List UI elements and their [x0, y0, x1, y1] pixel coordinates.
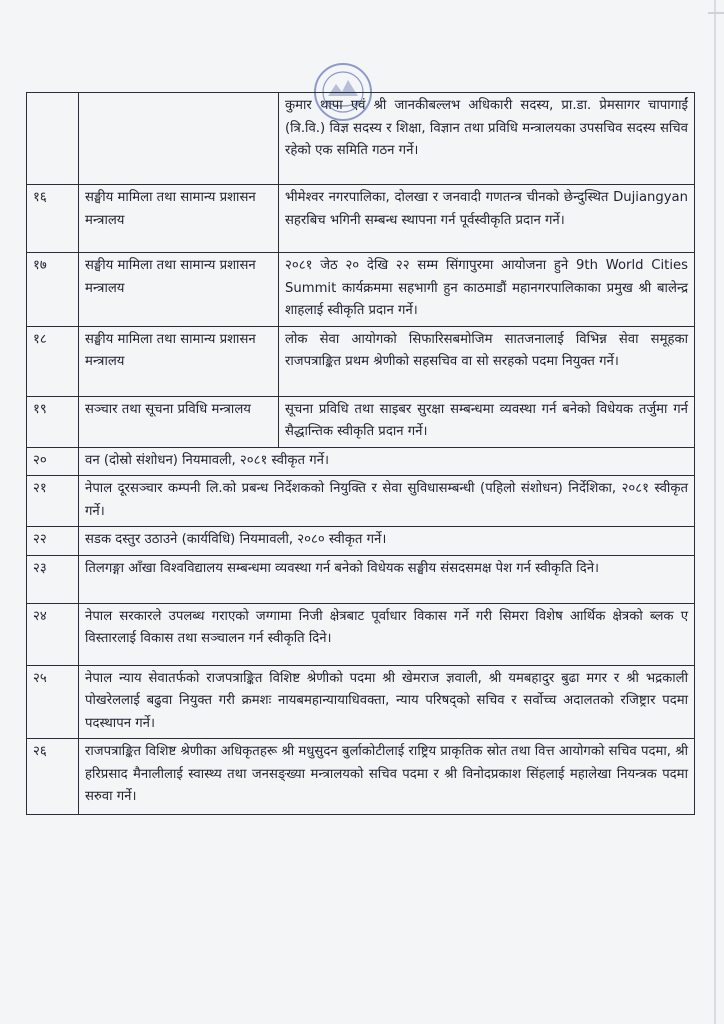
decision-text: नेपाल न्याय सेवातर्फको राजपत्राङ्कित विशिष्ट श्रेणीको पदमा श्री खेमराज ज्ञवाली, श्री यमबहादुर बुढा मगर र श्री भद्रकाली पोखरेललाई बढुवा नियुक्त गरी क्रमशः नायबमहान्यायाधिवक्ता, न्याय परिषद्को सचिव र सर्वोच्च अदालतको रजिष्ट्रार पदमा पदस्थापन गर्ने।	[79, 665, 695, 739]
table-row	[27, 253, 695, 327]
ministry-name: सङ्घीय मामिला तथा सामान्य प्रशासन मन्त्रालय	[79, 253, 279, 327]
table-row	[27, 326, 695, 396]
row-number: २४	[27, 603, 79, 665]
table-row	[27, 665, 695, 739]
table-row	[27, 555, 695, 603]
decision-text: २०८१ जेठ २० देखि २२ सम्म सिंगापुरमा आयोजना हुने 9th World Cities Summit कार्यक्रममा सहभागी हुन काठमाडौं महानगरपालिकाका प्रमुख श्री बालेन्द्र शाहलाई स्वीकृति प्रदान गर्ने।	[279, 253, 695, 327]
row-number: २१	[27, 476, 79, 527]
table-row	[27, 396, 695, 447]
table-row	[27, 527, 695, 556]
decision-text: राजपत्राङ्कित विशिष्ट श्रेणीका अधिकृतहरू श्री मधुसुदन बुर्लाकोटीलाई राष्ट्रिय प्राकृतिक स्रोत तथा वित्त आयोगको सचिव पदमा, श्री हरिप्रसाद मैनालीलाई स्वास्थ्य तथा जनसङ्ख्या मन्त्रालयको सचिव पदमा र श्री विनोदप्रकाश सिंहलाई महालेखा नियन्त्रक पदमा सरुवा गर्ने।	[79, 739, 695, 815]
decision-text: भीमेश्वर नगरपालिका, दोलखा र जनवादी गणतन्त्र चीनको छेन्दुस्थित Dujiangyan सहरबिच भगिनी सम्बन्ध स्थापना गर्न पूर्वस्वीकृति प्रदान गर्ने।	[279, 185, 695, 253]
decision-text: नेपाल दूरसञ्चार कम्पनी लि.को प्रबन्ध निर्देशकको नियुक्ति र सेवा सुविधासम्बन्धी (पहिलो संशोधन) निर्देशिका, २०८१ स्वीकृत गर्ने।	[79, 476, 695, 527]
table-row	[27, 185, 695, 253]
row-number: १८	[27, 326, 79, 396]
decision-text: नेपाल सरकारले उपलब्ध गराएको जग्गामा निजी क्षेत्रबाट पूर्वाधार विकास गर्ने गरी सिमरा विशेष आर्थिक क्षेत्रको ब्लक ए विस्तारलाई विकास तथा सञ्चालन गर्न स्वीकृति दिने।	[79, 603, 695, 665]
decision-table	[26, 92, 695, 815]
page-edge	[714, 0, 716, 1024]
table-row-continued	[27, 93, 695, 185]
ministry-name: सञ्चार तथा सूचना प्रविधि मन्त्रालय	[79, 396, 279, 447]
row-number: १९	[27, 396, 79, 447]
decision-text: लोक सेवा आयोगको सिफारिसबमोजिम सातजनालाई विभिन्न सेवा समूहका राजपत्राङ्कित प्रथम श्रेणीको सहसचिव वा सो सरहको पदमा नियुक्त गर्ने।	[279, 326, 695, 396]
row-number: २२	[27, 527, 79, 556]
decision-text: वन (दोस्रो संशोधन) नियमावली, २०८१ स्वीकृत गर्ने।	[79, 447, 695, 476]
page-corner-mark	[708, 12, 724, 14]
ministry-name: सङ्घीय मामिला तथा सामान्य प्रशासन मन्त्रालय	[79, 326, 279, 396]
ministry-name: सङ्घीय मामिला तथा सामान्य प्रशासन मन्त्रालय	[79, 185, 279, 253]
decision-cell: कुमार थापा एवं श्री जानकीबल्लभ अधिकारी सदस्य, प्रा.डा. प्रेमसागर चापागाईं (त्रि.वि.) विज्ञ सदस्य र शिक्षा, विज्ञान तथा प्रविधि मन्त्रालयका उपसचिव सदस्य सचिव रहेको एक समिति गठन गर्ने।	[279, 93, 695, 185]
row-number: १७	[27, 253, 79, 327]
decision-text: तिलगङ्गा आँखा विश्वविद्यालय सम्बन्धमा व्यवस्था गर्न बनेको विधेयक सङ्घीय संसदसमक्ष पेश गर्न स्वीकृति दिने।	[79, 555, 695, 603]
table-row	[27, 447, 695, 476]
row-number: २३	[27, 555, 79, 603]
table-row	[27, 476, 695, 527]
row-number: २६	[27, 739, 79, 815]
decision-text: सडक दस्तुर उठाउने (कार्यविधि) नियमावली, २०८० स्वीकृत गर्ने।	[79, 527, 695, 556]
row-number: २०	[27, 447, 79, 476]
row-number: १६	[27, 185, 79, 253]
row-number: २५	[27, 665, 79, 739]
ministry-cell	[79, 93, 279, 185]
table-row	[27, 603, 695, 665]
table-row	[27, 739, 695, 815]
decision-text: सूचना प्रविधि तथा साइबर सुरक्षा सम्बन्धमा व्यवस्था गर्न बनेको विधेयक तर्जुमा गर्न सैद्धान्तिक स्वीकृति प्रदान गर्ने।	[279, 396, 695, 447]
row-number-cell	[27, 93, 79, 185]
